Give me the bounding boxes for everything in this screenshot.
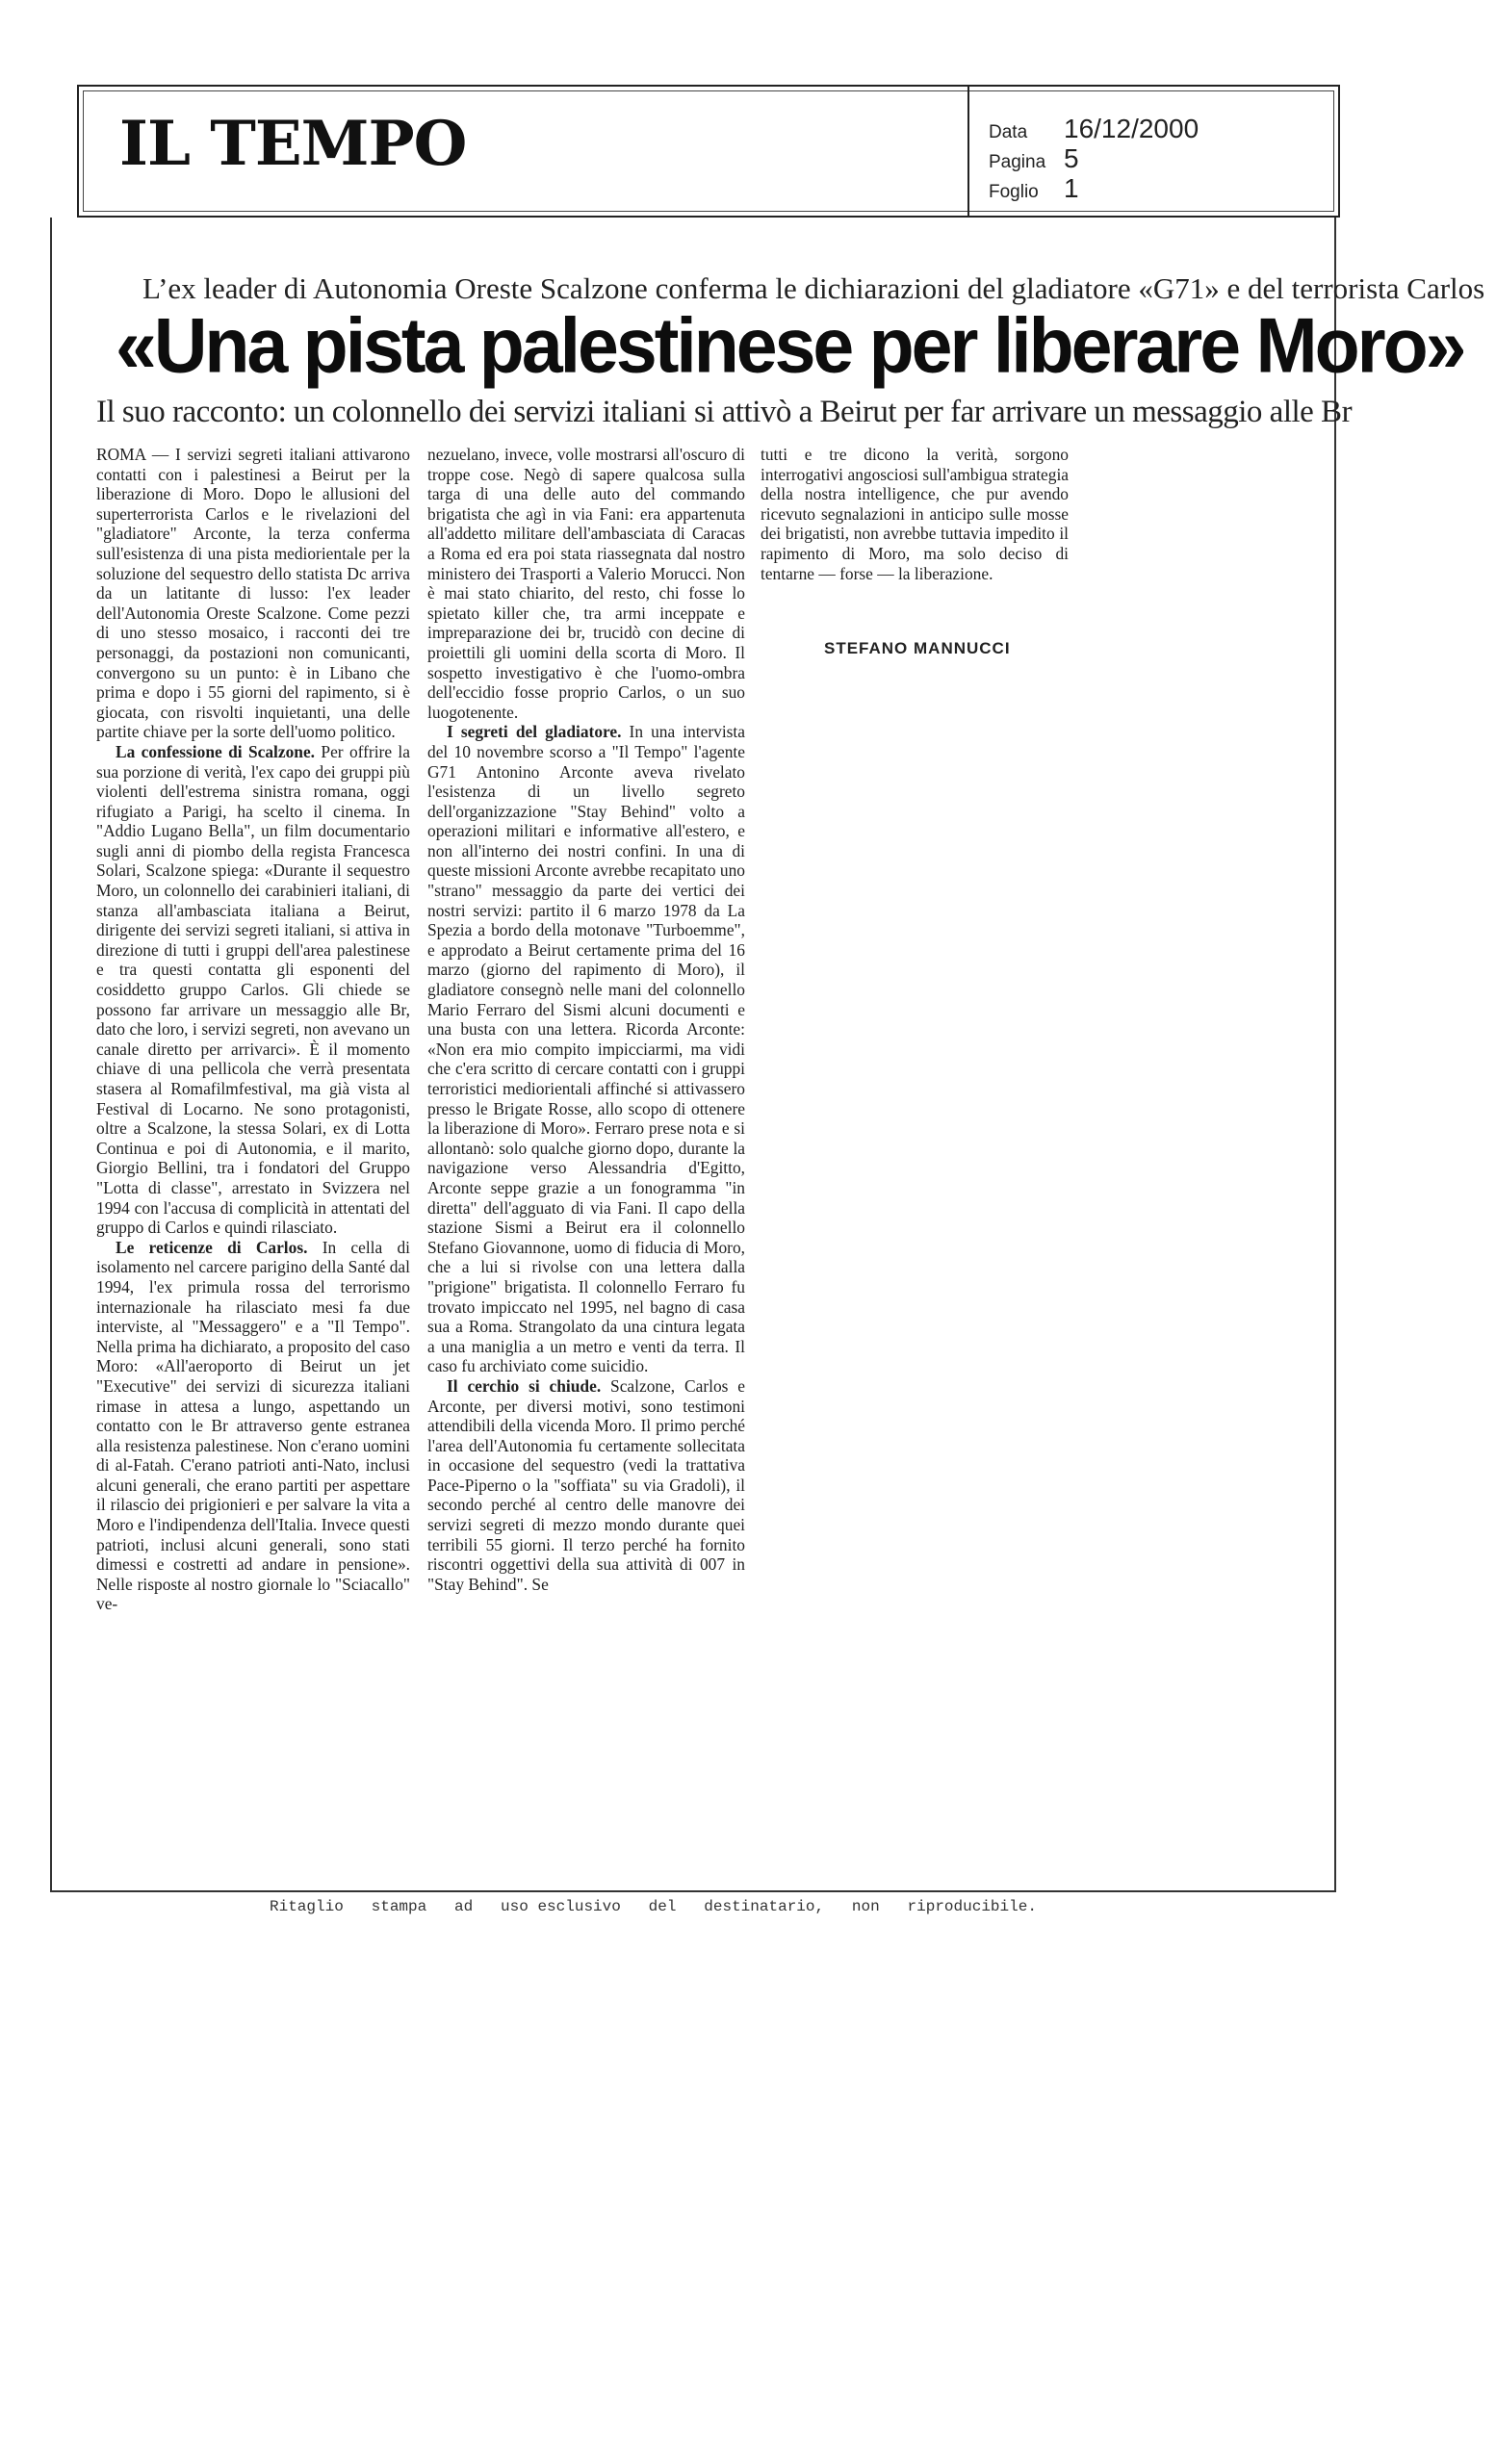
article-headline: «Una pista palestinese per liberare Moro» bbox=[116, 301, 1464, 390]
body-paragraph bbox=[96, 742, 410, 1238]
meta-sheet-row bbox=[989, 173, 1199, 203]
sheet-label: Foglio bbox=[989, 182, 1039, 202]
article-column-2 bbox=[427, 445, 745, 1594]
body-paragraph bbox=[96, 1238, 410, 1614]
meta-page-row bbox=[989, 143, 1199, 173]
page-value: 5 bbox=[1064, 143, 1079, 173]
sheet-value: 1 bbox=[1064, 173, 1079, 203]
author-byline: STEFANO MANNUCCI bbox=[824, 639, 1011, 657]
body-paragraph: ROMA — I servizi segreti italiani attivarono contatti con i palestinesi a Beirut per la liberazione di Moro. Dopo le allusioni del superterrorista Carlos e le rivelazioni del "gladiatore" Arconte, la terza conferma sull'esistenza di una pista mediorientale per la soluzione del sequestro dello statista Dc arriva da un latitante di lusso: l'ex leader dell'Autonomia Oreste Scalzone. Come pezzi di uno stesso mosaico, i racconti dei tre personaggi, da postazioni non comunicanti, convergono su un punto: è in Libano che prima e dopo i 55 giorni del rapimento, si è giocata, con risvolti inquietanti, una delle partite chiave per la sorte dell'uomo politico. bbox=[96, 445, 410, 742]
paragraph-text: Scalzone, Carlos e Arconte, per diversi motivi, sono testimoni attendibili della vicenda Moro. Il primo perché l'area dell'Autonomia fu certamente sollecitata in occasione del sequestro (vedi la trattativa Pace-Piperno o la "soffiata" su via Gradoli), il secondo perché al centro delle manovre dei servizi segreti di mezzo mondo durante quei terribili 55 giorni. Il terzo perché ha fornito riscontri oggettivi della sua attività di 007 in "Stay Behind". Se bbox=[427, 1375, 745, 1594]
article-kicker: L’ex leader di Autonomia Oreste Scalzone conferma le dichiarazioni del gladiatore «G71» e del terrorista Carlos bbox=[142, 271, 1485, 305]
paragraph-text: Per offrire la sua porzione di verità, l'ex capo dei gruppi più violenti dell'estrema sinistra romana, oggi rifugiato a Parigi, ha scelto il cinema. In "Addio Lugano Bella", un film documentario sugli anni di piombo della regista Francesca Solari, Scalzone spiega: «Durante il sequestro Moro, un colonnello dei carabinieri italiani, di stanza all'ambasciata italiana a Beirut, dirigente dei servizi segreti italiani, si attiva in direzione di tutti i gruppi dell'area palestinese e tra questi contatta gli esponenti del cosiddetto gruppo Carlos. Gli chiede se possono far arrivare un messaggio alle Br, dato che loro, i servizi segreti, non avevano un canale diretto per arrivarci». È il momento chiave di una pellicola che verrà presentata stasera al Romafilmfestival, ma già vista al Festival di Locarno. Ne sono protagonisti, oltre a Scalzone, la stessa Solari, ex di Lotta Continua e poi di Autonomia, e il marito, Giorgio Bellini, tra i fondatori del Gruppo "Lotta di classe", arrestato in Svizzera nel 1994 con l'accusa di complicità in attentati del gruppo di Carlos e quindi rilasciato. bbox=[96, 741, 410, 1238]
masthead-divider bbox=[967, 87, 969, 216]
body-paragraph: nezuelano, invece, volle mostrarsi all'oscuro di troppe cose. Negò di sapere qualcosa sulla targa di una delle auto del commando brigatista che agì in via Fani: era appartenuta all'addetto militare dell'ambasciata di Caracas a Roma ed era poi stata riassegnata dal nostro ministero dei Trasporti a Valerio Morucci. Non è mai stato chiarito, del resto, chi fosse lo spietato killer che, tra armi inceppate e impreparazione dei br, trucidò con decine di proiettili gli uomini della scorta di Moro. Il sospetto investigativo è che l'uomo-ombra dell'eccidio fosse proprio Carlos, o un suo luogotenente. bbox=[427, 445, 745, 722]
article-column-1 bbox=[96, 445, 410, 1614]
paragraph-heading: I segreti del gladiatore. bbox=[447, 722, 622, 742]
masthead-box bbox=[77, 85, 1340, 218]
paragraph-heading: Le reticenze di Carlos. bbox=[116, 1237, 308, 1257]
body-paragraph: tutti e tre dicono la verità, sorgono interrogativi angosciosi sull'ambigua strategia della nostra intelligence, che pur avendo ricevuto segnalazioni in anticipo sulle mosse dei brigatisti, non avrebbe tuttavia impedito il rapimento di Moro, ma solo deciso di tentarne — forse — la liberazione. bbox=[761, 445, 1069, 583]
paragraph-heading: La confessione di Scalzone. bbox=[116, 741, 316, 761]
clipping-meta bbox=[989, 114, 1199, 203]
date-label: Data bbox=[989, 122, 1028, 142]
newspaper-masthead: IL TEMPO bbox=[119, 108, 467, 180]
date-value: 16/12/2000 bbox=[1064, 114, 1199, 143]
article-subhead: Il suo racconto: un colonnello dei servizi italiani si attivò a Beirut per far arrivare un messaggio alle Br bbox=[96, 395, 1353, 429]
paragraph-text: In cella di isolamento nel carcere parigino della Santé dal 1994, l'ex primula rossa del terrorismo internazionale ha rilasciato mesi fa due interviste, al "Messaggero" e a "Il Tempo". Nella prima ha dichiarato, a proposito del caso Moro: «All'aeroporto di Beirut un jet "Executive" dei servizi di sicurezza italiani rimase in attesa a lungo, aspettando un contatto con le Br attraverso gente estranea alla resistenza palestinese. Non c'erano uomini di al-Fatah. C'erano patrioti anti-Nato, inclusi alcuni generali, che erano partiti per aspettare il rilascio dei prigionieri e per salvare la vita a Moro e l'indipendenza dell'Italia. Invece questi patrioti, inclusi alcuni generali, sono stati dimessi e costretti ad andare in pensione». Nelle risposte al nostro giornale lo "Sciacallo" ve- bbox=[96, 1237, 410, 1614]
meta-date-row bbox=[989, 114, 1199, 143]
paragraph-heading: Il cerchio si chiude. bbox=[447, 1375, 602, 1396]
paragraph-text: In una intervista del 10 novembre scorso a "Il Tempo" l'agente G71 Antonino Arconte aveva rivelato l'esistenza di un livello segreto dell'organizzazione "Stay Behind" volto a operazioni militari e informative all'estero, e non all'interno dei nostri confini. In una di queste missioni Arconte avrebbe recapitato uno "strano" messaggio da parte dei vertici dei nostri servizi: partito il 6 marzo 1978 da La Spezia a bordo della motonave "Turboemme", e approdato a Beirut certamente prima del 16 marzo (giorno del rapimento di Moro), il gladiatore consegnò nelle mani del colonnello Mario Ferraro del Sismi alcuni documenti e una busta con una lettera. Ricorda Arconte: «Non era mio compito impicciarmi, ma vidi che c'era scritto di cercare contatti con i gruppi terroristici mediorientali affinché si attivassero presso le Brigate Rosse, allo scopo di ottenere la liberazione di Moro». Ferraro prese nota e si allontanò: solo qualche giorno dopo, durante la navigazione verso Alessandria d'Egitto, Arconte seppe grazie a un fonogramma "in diretta" dell'agguato di via Fani. Il capo della stazione Sismi a Beirut era il colonnello Stefano Giovannone, uomo di fiducia di Moro, che a lui si rivolse con una lettera dalla "prigione" brigatista. Il colonnello Ferraro fu trovato impiccato nel 1995, nel bagno di casa sua a Roma. Strangolato da una cintura legata a una maniglia a un metro e venti da terra. Il caso fu archiviato come suicidio. bbox=[427, 722, 745, 1376]
reproduction-notice: Ritaglio stampa ad uso esclusivo del destinatario, non riproducibile. bbox=[270, 1898, 1037, 1915]
body-paragraph bbox=[427, 1376, 745, 1595]
body-paragraph bbox=[427, 722, 745, 1376]
article-column-3 bbox=[761, 445, 1069, 583]
page-label: Pagina bbox=[989, 152, 1046, 172]
